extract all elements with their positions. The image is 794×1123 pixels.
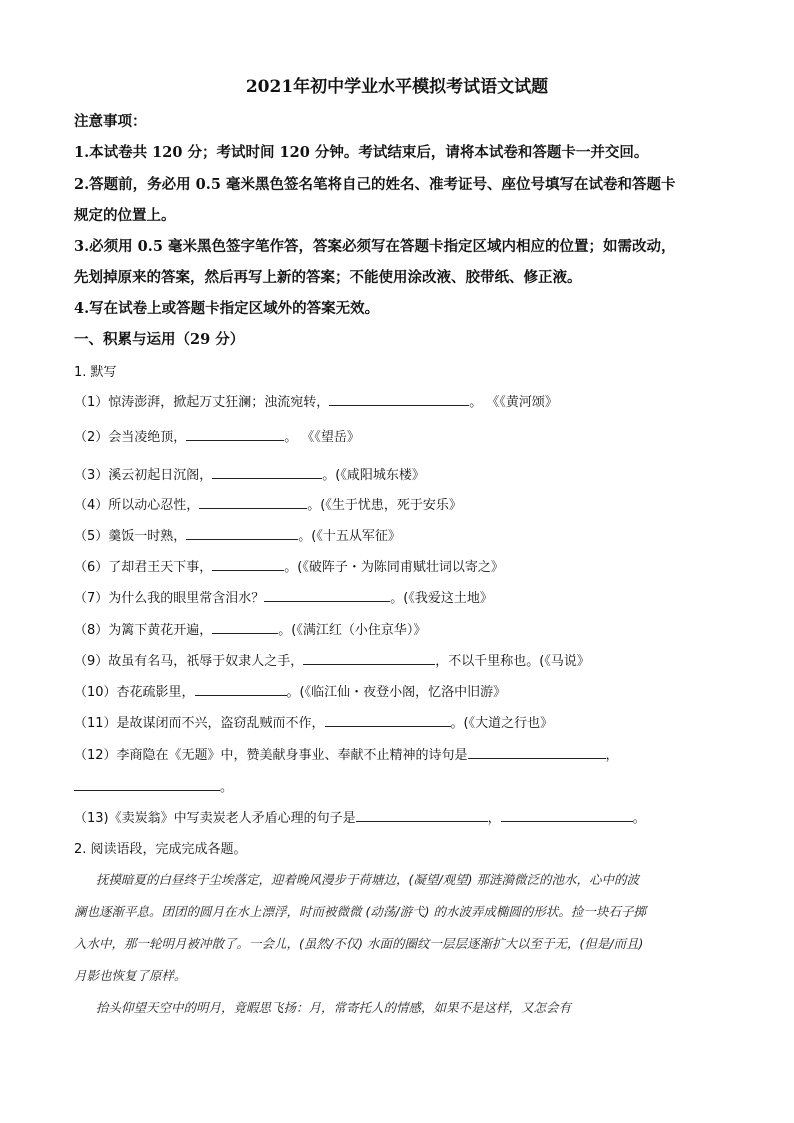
notice-item-1: 1.本试卷共 120 分；考试时间 120 分钟。考试结束后，请将本试卷和答题卡一并交回。 <box>74 144 649 161</box>
answer-blank[interactable] <box>325 714 451 727</box>
dictation-line-11: （11）是故谋闭而不兴，盗窃乱贼而不作， 。(《大道之行也》 <box>74 716 554 731</box>
answer-blank[interactable] <box>329 393 469 406</box>
dictation-line-8: （8）为篱下黄花开遍， 。(《满江红（小住京华）》 <box>74 623 427 638</box>
reading-paragraph-line: 入水中，那一轮明月被冲散了。一会儿，(虽然/不仅) 水面的圈纹一层层逐渐扩大以至于无，(但是/而且) <box>74 936 644 951</box>
answer-blank[interactable] <box>186 527 298 540</box>
reading-paragraph-line: 澜也逐渐平息。团团的圆月在水上漂浮，时而被微微 (动荡/游弋) 的水波弄成椭圆的形状。捡一块石子掷 <box>74 904 646 919</box>
answer-blank[interactable] <box>468 746 606 759</box>
answer-blank[interactable] <box>195 683 287 696</box>
notice-item-2: 2.答题前，务必用 0.5 毫米黑色签名笔将自己的姓名、准考证号、座位号填写在试卷和答题卡 <box>74 176 676 193</box>
notice-item-3-cont: 先划掉原来的答案，然后再写上新的答案；不能使用涂改液、胶带纸、修正液。 <box>74 269 582 286</box>
dictation-line-10: （10）杏花疏影里， 。(《临江仙・夜登小阁，忆洛中旧游》 <box>74 685 507 700</box>
question-1-heading: 1. 默写 <box>74 365 117 380</box>
reading-paragraph-line: 月影也恢复了原样。 <box>74 968 187 983</box>
answer-blank[interactable] <box>212 558 284 571</box>
section-heading: 一、积累与运用（29 分） <box>74 331 245 348</box>
question-2-heading: 2. 阅读语段，完成完成各题。 <box>74 842 247 857</box>
dictation-line-3: （3）溪云初起日沉阁， 。(《咸阳城东楼》 <box>74 468 425 483</box>
reading-paragraph-line: 抚摸暗夏的白昼终于尘埃落定，迎着晚风漫步于荷塘边，(凝望/观望) 那涟漪微泛的池水，心中的波 <box>96 872 639 887</box>
answer-blank[interactable] <box>199 496 307 509</box>
dictation-line-12-cont: 。 <box>74 776 233 795</box>
dictation-line-13: （13)《卖炭翁》中写卖炭老人矛盾心理的句子是 ， 。 <box>74 811 646 826</box>
notice-item-4: 4.写在试卷上或答题卡指定区域外的答案无效。 <box>74 300 380 317</box>
dictation-line-5: （5）羹饭一时熟， 。(《十五从军征》 <box>74 529 401 544</box>
dictation-line-9: （9）故虽有名马，祇辱于奴隶人之手， ，不以千里称也。(《马说》 <box>74 654 590 669</box>
reading-paragraph-line: 抬头仰望天空中的明月，竟暇思飞扬：月，常寄托人的情感，如果不是这样，又怎会有 <box>96 1000 572 1015</box>
answer-blank[interactable] <box>303 652 435 665</box>
answer-blank[interactable] <box>74 778 220 791</box>
notice-item-2-cont: 规定的位置上。 <box>74 207 176 224</box>
answer-blank[interactable] <box>212 466 322 479</box>
dictation-line-7: （7）为什么我的眼里常含泪水？ 。(《我爱这土地》 <box>74 591 493 606</box>
dictation-line-6: （6）了却君王天下事， 。(《破阵子・为陈同甫赋壮词以寄之》 <box>74 560 504 575</box>
answer-blank[interactable] <box>212 621 278 634</box>
dictation-line-12: （12）李商隐在《无题》中，赞美献身事业、奉献不止精神的诗句是 ， <box>74 748 619 763</box>
answer-blank[interactable] <box>501 809 633 822</box>
dictation-line-4: （4）所以动心忍性， 。(《生于忧患，死于安乐》 <box>74 498 462 513</box>
answer-blank[interactable] <box>264 589 390 602</box>
dictation-line-2: （2）会当凌绝顶， 。 《《望岳》 <box>74 430 360 445</box>
answer-blank[interactable] <box>356 809 488 822</box>
page-title: 2021年初中学业水平模拟考试语文试题 <box>245 77 549 97</box>
notice-item-3: 3.必须用 0.5 毫米黑色签字笔作答，答案必须写在答题卡指定区域内相应的位置；如需改动， <box>74 238 676 255</box>
answer-blank[interactable] <box>186 428 284 441</box>
notice-heading: 注意事项： <box>74 113 147 130</box>
dictation-line-1: （1）惊涛澎湃，掀起万丈狂澜；浊流宛转， 。 《《黄河颂》 <box>74 395 558 410</box>
